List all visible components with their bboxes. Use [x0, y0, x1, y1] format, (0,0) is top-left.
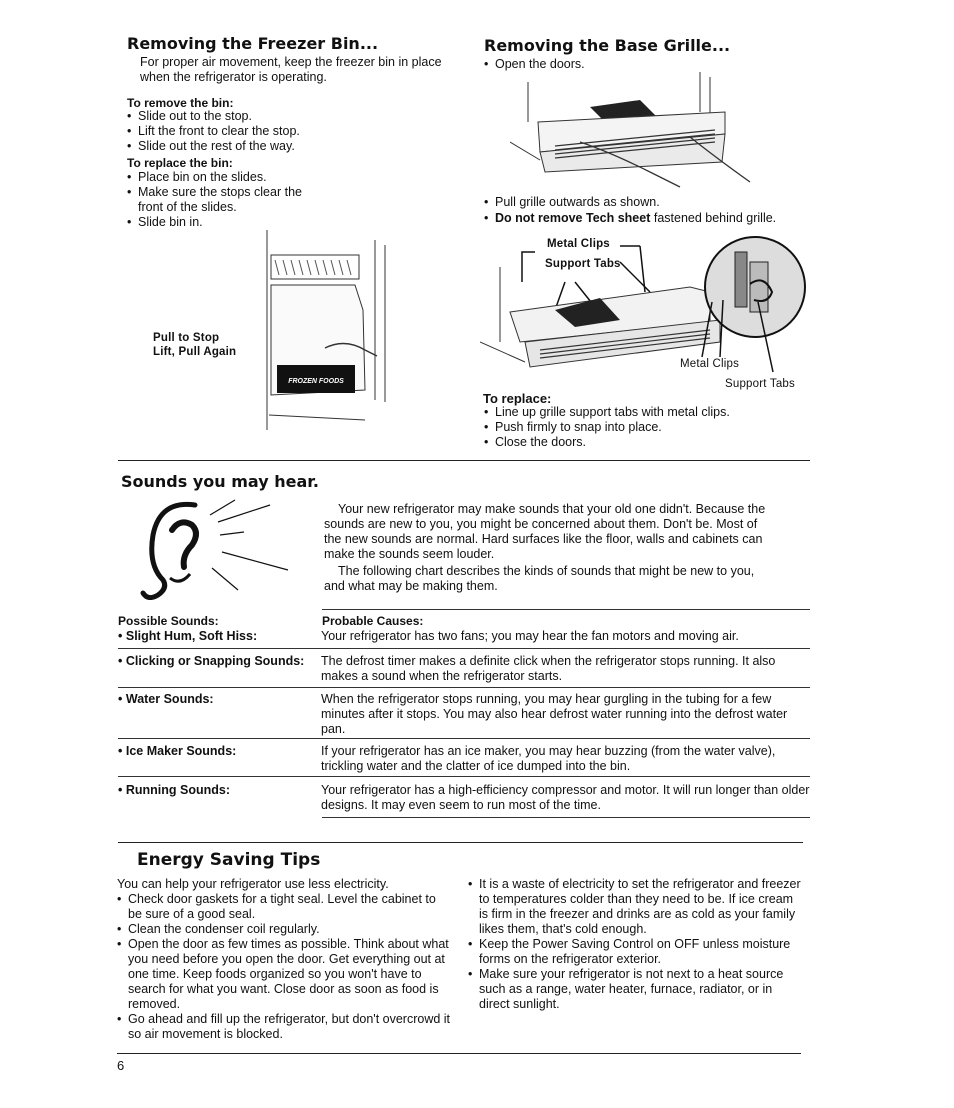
freezer-bin-label: FROZEN FOODS	[288, 378, 344, 385]
grille-tech-sheet-warning: • Do not remove Tech sheet fastened behind grille.	[484, 211, 777, 225]
list-item: • Clean the condenser coil regularly.	[117, 922, 452, 937]
sound-name: Running Sounds:	[125, 783, 231, 797]
freezer-bin-illustration	[255, 230, 395, 430]
sound-cause: Your refrigerator has a high-efficiency compressor and motor. It will run longer than older designs. It may even seem to run most of the time.	[321, 783, 810, 812]
table-row-rule	[118, 648, 810, 649]
grille-replace-heading: To replace:	[483, 391, 552, 406]
col-probable-causes: Probable Causes:	[322, 614, 424, 628]
base-grille-clips-illustration	[480, 232, 810, 392]
list-item: • Slide out to the stop.	[127, 109, 332, 124]
table-bottom-rule	[322, 817, 810, 818]
col-possible-sounds: Possible Sounds:	[118, 614, 219, 628]
list-item: • Line up grille support tabs with metal clips.	[484, 405, 804, 420]
table-row-rule	[118, 738, 810, 739]
fig-label-metal-clips-bottom: Metal Clips	[680, 358, 740, 370]
sound-cause: Your refrigerator has two fans; you may hear the fan motors and moving air.	[321, 629, 739, 643]
sound-cause: If your refrigerator has an ice maker, you may hear buzzing (from the water valve), trickling water and the clatter of ice dumped into the bin.	[321, 744, 776, 773]
freezer-remove-heading: To remove the bin:	[127, 96, 234, 110]
sounds-intro-2: The following chart describes the kinds of sounds that might be new to you, and what may be making them.	[324, 564, 755, 593]
fig-label-support-tabs-bottom: Support Tabs	[725, 378, 795, 390]
sounds-title: Sounds you may hear.	[121, 472, 319, 491]
grille-title: Removing the Base Grille...	[484, 36, 731, 55]
page-number: 6	[117, 1058, 125, 1073]
list-item: • Open the doors.	[484, 57, 784, 72]
freezer-remove-list	[127, 109, 332, 154]
list-item: • Close the doors.	[484, 435, 804, 450]
ear-icon	[140, 490, 300, 600]
energy-intro: You can help your refrigerator use less electricity.	[117, 877, 389, 891]
list-item: • Open the door as few times as possible. Think about what you need before you open the door. Get everything out at one time. Keep foods organized so you won't have to search for what you want. Close door as soon as food is removed.	[117, 937, 452, 1012]
sound-name: Ice Maker Sounds:	[125, 744, 237, 758]
footer-rule	[117, 1053, 801, 1054]
list-item: • Make sure the stops clear the front of the slides.	[127, 185, 327, 215]
freezer-replace-heading: To replace the bin:	[127, 156, 233, 170]
table-top-rule	[322, 609, 810, 610]
tech-sheet-bold: Do not remove Tech sheet	[495, 211, 651, 225]
list-item: • Check door gaskets for a tight seal. Level the cabinet to be sure of a good seal.	[117, 892, 452, 922]
fig-label-lift-pull-again: Lift, Pull Again	[153, 346, 237, 358]
list-item: • Lift the front to clear the stop.	[127, 124, 332, 139]
sound-cause: The defrost timer makes a definite click when the refrigerator stops running. It also makes a sound when the refrigerator starts.	[321, 654, 776, 683]
freezer-intro: For proper air movement, keep the freezer bin in place when the refrigerator is operating.	[140, 55, 442, 84]
fig-label-pull-to-stop: Pull to Stop	[153, 332, 220, 344]
table-row-rule	[118, 687, 810, 688]
section-divider	[118, 460, 810, 461]
list-item: • Slide out the rest of the way.	[127, 139, 332, 154]
energy-tips-right	[468, 877, 802, 1012]
list-item: • Slide bin in.	[127, 215, 327, 230]
freezer-replace-list	[127, 170, 327, 230]
table-row-rule	[118, 776, 810, 777]
sound-name: Water Sounds:	[125, 692, 214, 706]
sounds-intro-1: Your new refrigerator may make sounds that your old one didn't. Because the sounds are new to you, you might be concerned about them. Don't be. Most of the new sounds are normal. Hard surfaces like the floor, walls and cabinets can make the sounds seem louder.	[324, 502, 766, 561]
base-grille-pull-illustration	[510, 72, 770, 192]
section-divider	[118, 842, 803, 843]
fig-label-metal-clips-top: Metal Clips	[547, 238, 610, 250]
list-item: • Make sure your refrigerator is not next to a heat source such as a range, water heater, furnace, radiator, or in direct sunlight.	[468, 967, 802, 1012]
list-item: • Pull grille outwards as shown.	[484, 195, 814, 210]
sound-name: Clicking or Snapping Sounds:	[125, 654, 305, 668]
list-item: • Go ahead and fill up the refrigerator, but don't overcrowd it so air movement is blocked.	[117, 1012, 452, 1042]
grille-replace-list	[484, 405, 804, 450]
sound-name: Slight Hum, Soft Hiss:	[125, 629, 258, 643]
sound-cause: When the refrigerator stops running, you may hear gurgling in the tubing for a few minutes after it stops. You may also hear defrost water running into the defrost water pan.	[321, 692, 788, 736]
energy-title: Energy Saving Tips	[137, 850, 321, 870]
list-item: • Push firmly to snap into place.	[484, 420, 804, 435]
grille-open-list	[484, 57, 784, 72]
list-item: • Keep the Power Saving Control on OFF unless moisture forms on the refrigerator exterior.	[468, 937, 802, 967]
energy-tips-left	[117, 892, 452, 1042]
list-item: • It is a waste of electricity to set the refrigerator and freezer to temperatures colder than they need to be. If ice cream is firm in the freezer and drinks are as cold as your family likes them, that's cold enough.	[468, 877, 802, 937]
freezer-title: Removing the Freezer Bin...	[127, 34, 379, 53]
fig-label-support-tabs-top: Support Tabs	[545, 258, 621, 270]
list-item: • Place bin on the slides.	[127, 170, 327, 185]
grille-pull-list	[484, 195, 814, 210]
tech-sheet-rest: fastened behind grille.	[653, 211, 777, 225]
